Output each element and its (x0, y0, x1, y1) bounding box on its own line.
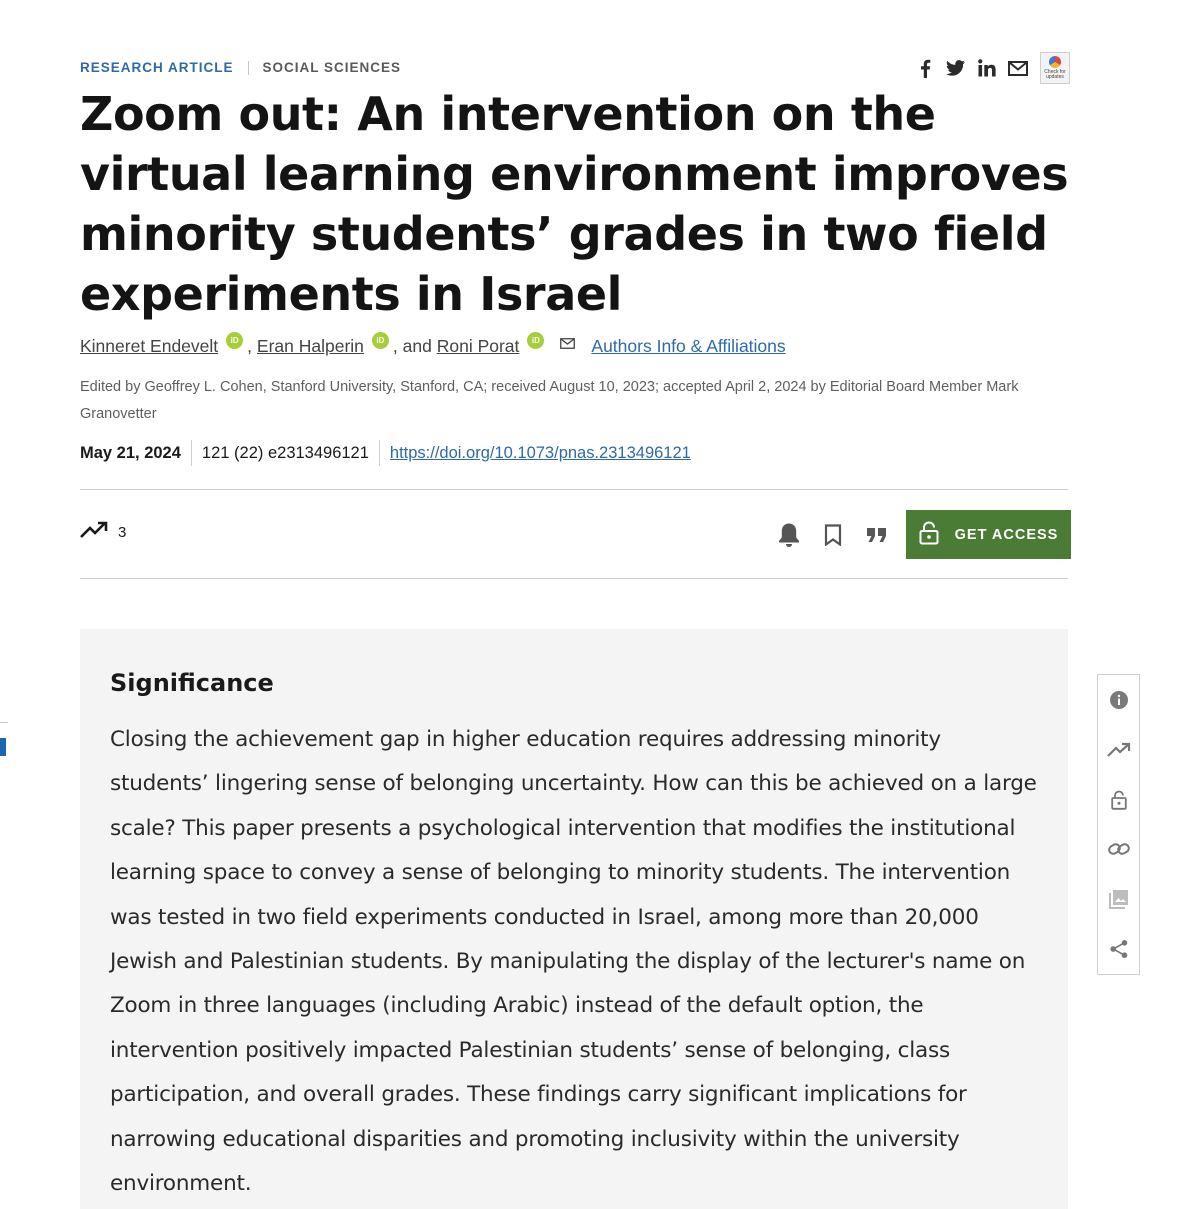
significance-panel (80, 629, 1068, 1209)
left-edge-divider (0, 722, 8, 723)
orcid-icon[interactable]: iD (226, 332, 243, 349)
article-subject[interactable]: SOCIAL SCIENCES (262, 60, 402, 75)
publication-date: May 21, 2024 (80, 443, 181, 462)
orcid-icon[interactable]: iD (527, 332, 544, 349)
corresponding-email-icon[interactable] (560, 333, 575, 354)
article-meta (80, 60, 401, 75)
metrics[interactable] (80, 521, 126, 543)
twitter-icon[interactable] (943, 53, 968, 83)
share-bar (912, 52, 1070, 84)
divider (80, 578, 1068, 579)
bookmark-icon[interactable] (818, 510, 848, 559)
article-actions (774, 510, 1071, 559)
meta-divider (248, 61, 249, 75)
author-link[interactable]: Kinneret Endevelt (80, 336, 219, 356)
article-title: Zoom out: An intervention on the virtual learning environment improves minority students’ grades in two field experiments in Israel (80, 87, 1069, 321)
metrics-count: 3 (118, 523, 127, 541)
authors-info-link[interactable]: Authors Info & Affiliations (591, 336, 786, 356)
trending-icon[interactable] (1097, 725, 1140, 775)
get-access-label: GET ACCESS (954, 526, 1059, 543)
publication-info (80, 440, 691, 466)
cite-icon[interactable] (862, 510, 892, 559)
lock-icon[interactable] (1097, 775, 1140, 825)
left-edge-tab[interactable] (0, 738, 6, 756)
author-link[interactable]: Roni Porat (436, 336, 520, 356)
orcid-icon[interactable]: iD (372, 332, 389, 349)
check-for-updates-label: Check for updates (1044, 69, 1066, 80)
doi-link[interactable]: https://doi.org/10.1073/pnas.2313496121 (389, 443, 691, 462)
get-access-button[interactable] (906, 510, 1071, 559)
facebook-icon[interactable] (912, 53, 937, 83)
article-type[interactable]: RESEARCH ARTICLE (80, 60, 234, 75)
image-icon[interactable] (1097, 874, 1140, 924)
significance-heading: Significance (110, 669, 274, 697)
linkedin-icon[interactable] (974, 53, 999, 83)
crossmark-icon (1049, 56, 1061, 68)
pub-divider (379, 440, 380, 466)
significance-text: Closing the achievement gap in higher education requires addressing minority students’ lingering sense of belonging uncertainty. How can this be achieved on a large scale? This paper presents a psychological intervention that modifies the institutional learning space to convey a sense of belonging to minority students. The intervention was tested in two field experiments conducted in Israel, among more than 20,000 Jewish and Palestinian students. By manipulating the display of the lecturer's name on Zoom in three languages (including Arabic) instead of the default option, the intervention positively impacted Palestinian students’ sense of belonging, class participation, and overall grades. These findings carry significant implications for narrowing educational disparities and promoting inclusivity within the university environment. (110, 727, 1037, 1197)
check-for-updates-badge[interactable] (1040, 52, 1070, 84)
article-tools-sidebar (1097, 674, 1140, 975)
email-icon[interactable] (1005, 53, 1030, 83)
author-list (80, 336, 786, 357)
link-icon[interactable] (1097, 824, 1140, 874)
pub-divider (191, 440, 192, 466)
citation: 121 (22) e2313496121 (201, 443, 369, 462)
author-link[interactable]: Eran Halperin (256, 336, 364, 356)
divider (80, 489, 1068, 490)
bell-icon[interactable] (774, 510, 804, 559)
author-separator: , (247, 336, 253, 356)
info-icon[interactable] (1097, 675, 1140, 725)
lock-icon (919, 521, 939, 549)
trending-icon (80, 521, 108, 543)
editorial-info: Edited by Geoffrey L. Cohen, Stanford University, Stanford, CA; received August 10, 2023; accepted April 2, 2024 by Editorial Board Member Mark Granovetter (80, 379, 1019, 422)
author-separator: , and (392, 336, 432, 356)
share-icon[interactable] (1097, 924, 1140, 974)
